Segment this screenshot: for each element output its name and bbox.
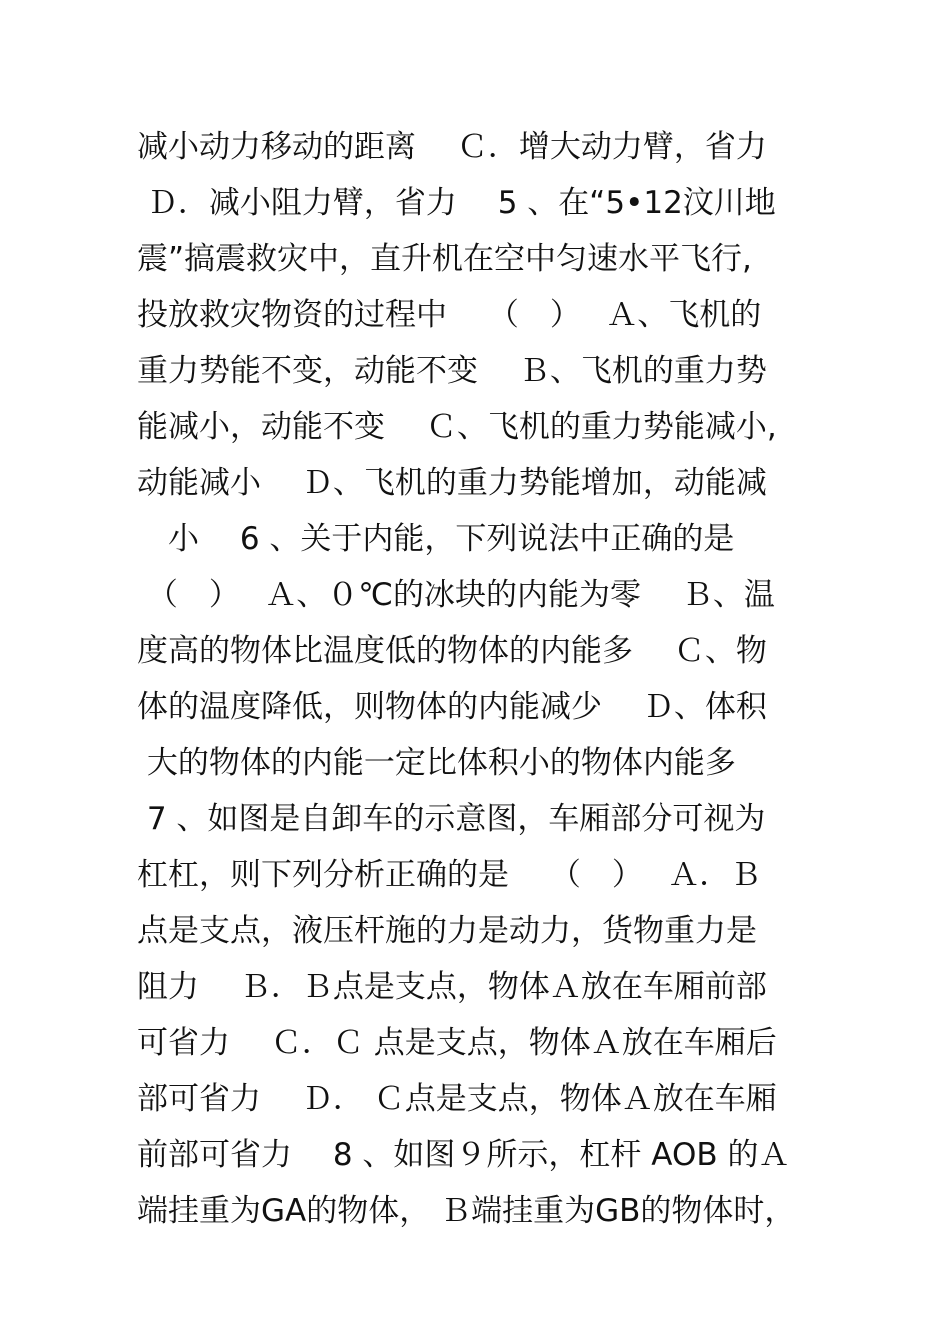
text-line: 动能减小 Ｄ、飞机的重力势能增加，动能减 (137, 465, 767, 501)
text-line: 点是支点，液压杆施的力是动力，货物重力是 (137, 913, 757, 949)
text-line: 震”搞震救灾中，直升机在空中匀速水平飞行, (137, 241, 752, 277)
text-line: 杠杠，则下列分析正确的是 （ ） Ａ．Ｂ (137, 857, 762, 893)
text-line: 能减小，动能不变 Ｃ、飞机的重力势能减小, (137, 409, 777, 445)
text-line: 前部可省力 8 、如图９所示，杠杆 AOB 的Ａ (137, 1137, 790, 1173)
text-line: 7 、如图是自卸车的示意图，车厢部分可视为 (137, 801, 766, 837)
text-line: 投放救灾物资的过程中 （ ） Ａ、飞机的 (137, 297, 762, 333)
text-line: 度高的物体比温度低的物体的内能多 Ｃ、物 (137, 633, 767, 669)
text-line: 大的物体的内能一定比体积小的物体内能多 (137, 745, 736, 781)
text-line: Ｄ．减小阻力臂，省力 5 、在“5•12汶川地 (137, 185, 776, 221)
text-line: 重力势能不变，动能不变 Ｂ、飞机的重力势 (137, 353, 767, 389)
text-line: 端挂重为GA的物体， Ｂ端挂重为GB的物体时， (137, 1193, 796, 1229)
text-line: 部可省力 Ｄ． Ｃ点是支点，物体Ａ放在车厢 (137, 1081, 777, 1117)
text-line: 小 6 、关于内能，下列说法中正确的是 (137, 521, 735, 557)
text-line: 可省力 Ｃ．Ｃ 点是支点，物体Ａ放在车厢后 (137, 1025, 777, 1061)
text-line: （ ） Ａ、０℃的冰块的内能为零 Ｂ、温 (137, 577, 775, 613)
text-line: 体的温度降低，则物体的内能减少 Ｄ、体积 (137, 689, 767, 725)
text-line: 阻力 Ｂ．Ｂ点是支点，物体Ａ放在车厢前部 (137, 969, 767, 1005)
text-line: 减小动力移动的距离 Ｃ．增大动力臂，省力 (137, 129, 767, 165)
